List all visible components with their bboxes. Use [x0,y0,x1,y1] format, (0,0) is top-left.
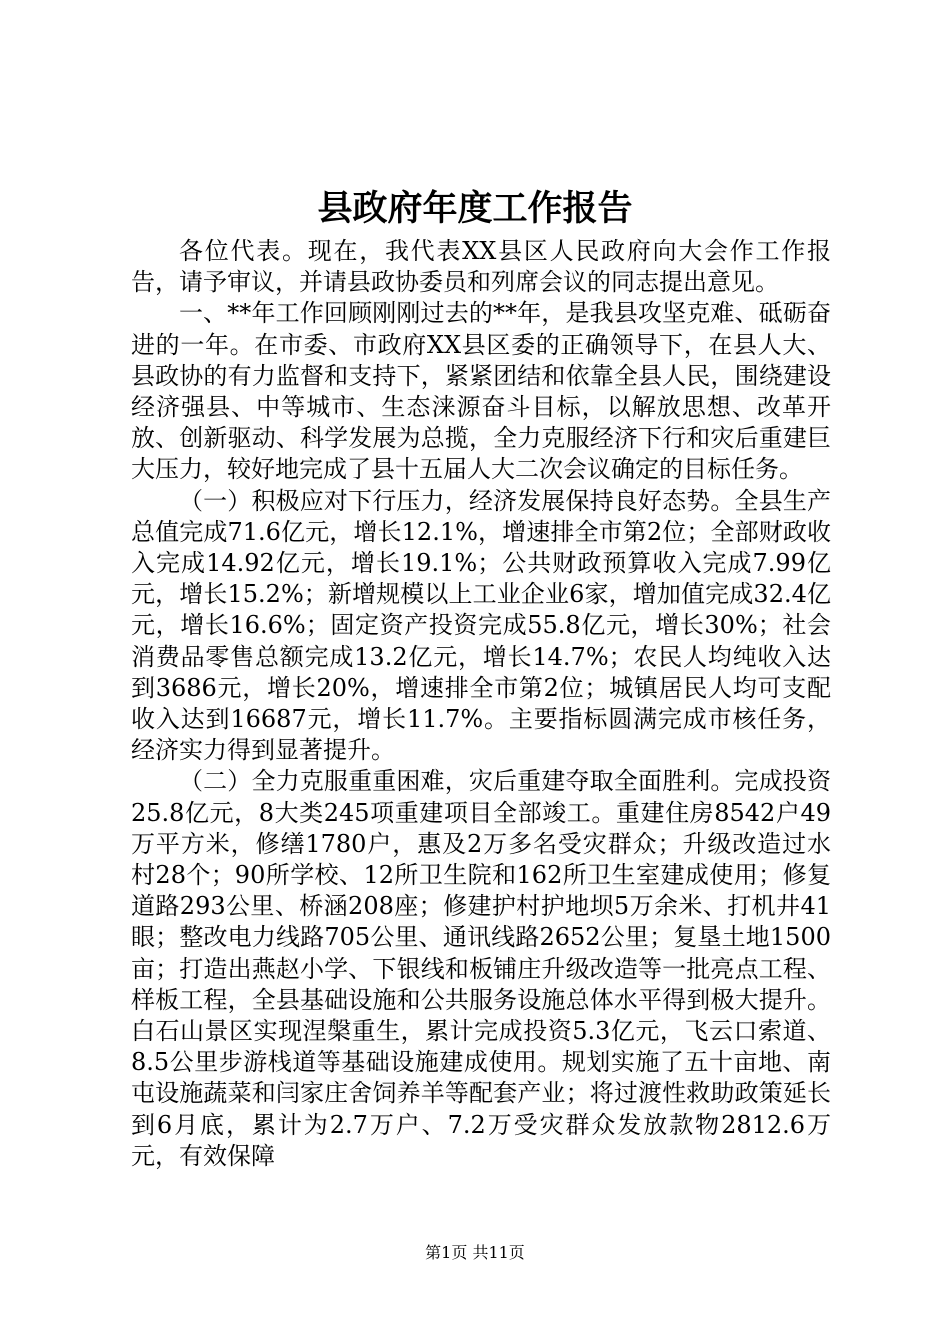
page-title: 县政府年度工作报告 [317,188,633,229]
paragraph-economy: （一）积极应对下行压力，经济发展保持良好态势。全县生产总值完成71.6亿元，增长12.1%，增速排全市第2位；全部财政收入完成14.92亿元，增长19.1%；公共财政预算收入完成7.99亿元，增长15.2%；新增规模以上工业企业6家，增加值完成32.4亿元，增长16.6%；固定资产投资完成55.8亿元，增长30%；社会消费品零售总额完成13.2亿元，增长14.7%；农民人均纯收入达到3686元，增长20%，增速排全市第2位；城镇居民人均可支配收入达到16687元，增长11.7%。主要指标圆满完成市核任务，经济实力得到显著提升。 [131,486,831,765]
paragraph-reconstruction: （二）全力克服重重困难，灾后重建夺取全面胜利。完成投资25.8亿元，8大类245项重建项目全部竣工。重建住房8542户49万平方米，修缮1780户，惠及2万多名受灾群众；升级改造过水村28个；90所学校、12所卫生院和162所卫生室建成使用；修复道路293公里、桥涵208座；修建护村护地坝5万余米、打机井41眼；整改电力线路705公里、通讯线路2652公里；复垦土地1500亩；打造出燕赵小学、下银线和板铺庄升级改造等一批亮点工程、样板工程，全县基础设施和公共服务设施总体水平得到极大提升。白石山景区实现涅槃重生，累计完成投资5.3亿元，飞云口索道、8.5公里步游栈道等基础设施建成使用。规划实施了五十亩地、南屯设施蔬菜和闫家庄舍饲养羊等配套产业；将过渡性救助政策延长到6月底，累计为2.7万户、7.2万受灾群众发放款物2812.6万元，有效保障 [131,767,831,1170]
report-body [131,236,831,1172]
paragraph-opening: 各位代表。现在，我代表XX县区人民政府向大会作工作报告，请予审议，并请县政协委员和列席会议的同志提出意见。 [131,237,831,297]
paragraph-review-intro: 一、**年工作回顾刚刚过去的**年，是我县攻坚克难、砥砺奋进的一年。在市委、市政府XX县区委的正确领导下，在县人大、县政协的有力监督和支持下，紧紧团结和依靠全县人民，围绕建设经济强县、中等城市、生态涞源奋斗目标，以解放思想、改革开放、创新驱动、科学发展为总揽，全力克服经济下行和灾后重建巨大压力，较好地完成了县十五届人大二次会议确定的目标任务。 [131,299,831,484]
page-number: 第1页 共11页 [425,1243,525,1262]
